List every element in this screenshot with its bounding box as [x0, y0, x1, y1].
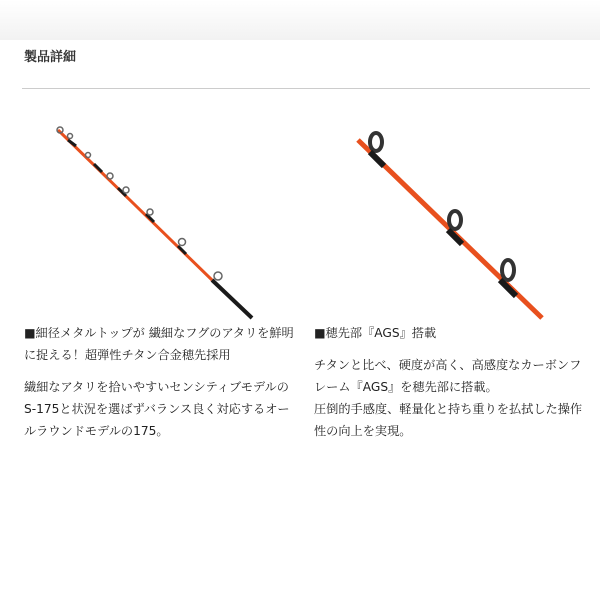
rod-tip-metal-top-image: [22, 100, 290, 320]
right-body-line: 圧倒的手感度、軽量化と持ち重りを払拭した操作性の向上を実現。: [314, 402, 583, 438]
left-body: 繊細なアタリを拾いやすいセンシティブモデルのS-175と状況を選ばずバランス良く対応するオールラウンドモデルの175。: [24, 380, 290, 438]
right-body-line: チタンと比べ、硬度が高く、高感度なカーボンフレーム『AGS』を穂先部に搭載。: [314, 358, 582, 394]
header-band: [0, 0, 600, 40]
right-description: [314, 322, 589, 442]
right-body: [314, 354, 589, 442]
section-title: 製品詳細: [24, 50, 77, 65]
left-heading: ■細径メタルトップが 繊細なフグのアタリを鮮明に捉える！超弾性チタン合金穂先採用: [24, 326, 294, 362]
right-heading: ■穂先部『AGS』搭載: [314, 326, 437, 340]
rod-tip-ags-image: [310, 100, 578, 320]
divider: [22, 88, 590, 89]
left-description: [24, 322, 299, 452]
